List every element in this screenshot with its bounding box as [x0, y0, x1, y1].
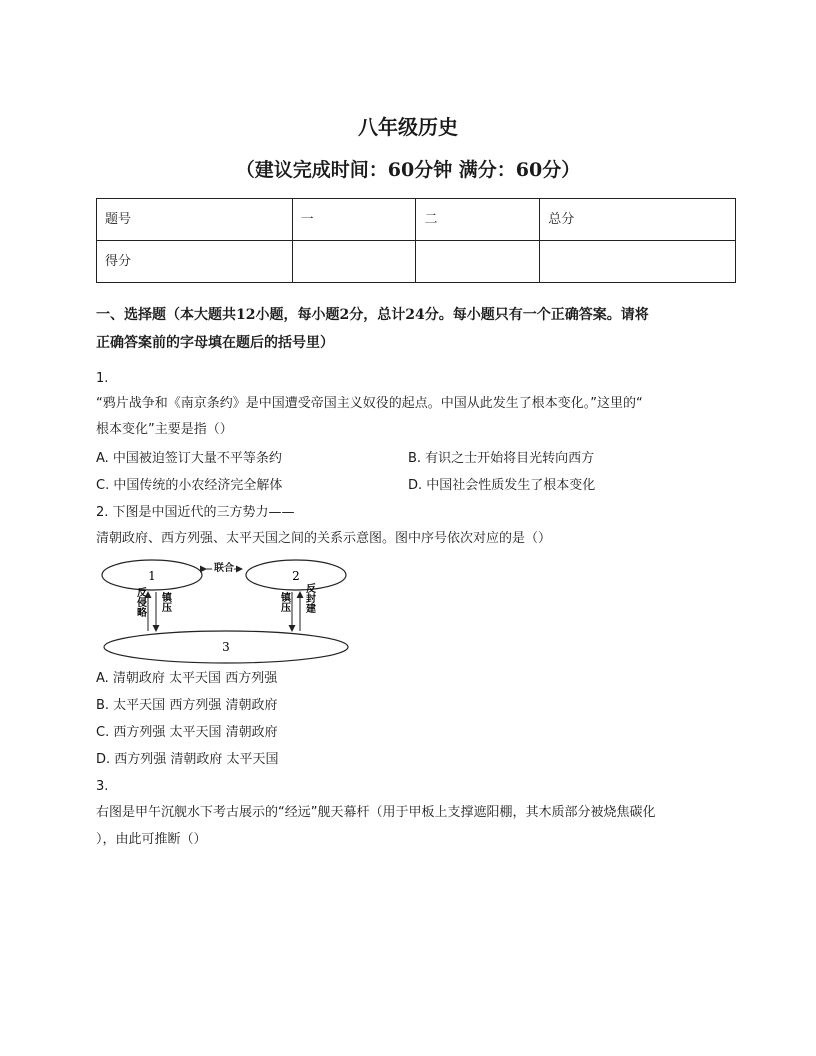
- question-1-stem: “鸦片战争和《南京条约》是中国遭受帝国主义奴役的起点。中国从此发生了根本变化。”这里的“: [96, 396, 643, 411]
- right-down-label: 镇压: [278, 592, 290, 612]
- question-1-option-b[interactable]: B. 有识之士开始将目光转向西方: [408, 451, 595, 466]
- section-heading-line: 一、选择题（本大题共12小题，每小题2分，总计24分。每小题只有一个正确答案。请将: [96, 307, 649, 323]
- question-3-stem: ），由此可推断（）: [96, 832, 207, 847]
- left-down-label: 镇压: [159, 592, 171, 612]
- table-cell: 二: [416, 199, 540, 241]
- question-1-option-c[interactable]: C. 中国传统的小农经济完全解体: [96, 478, 283, 493]
- table-row: [97, 241, 736, 283]
- score-table: [96, 198, 736, 283]
- score-input-cell[interactable]: [540, 241, 736, 283]
- question-2-stem: 2. 下图是中国近代的三方势力——: [96, 505, 295, 520]
- question-2-stem: 清朝政府、西方列强、太平天国之间的关系示意图。图中序号依次对应的是（）: [96, 531, 552, 546]
- question-2-option-d[interactable]: D. 西方列强 清朝政府 太平天国: [96, 752, 279, 767]
- link-top-label: 联合: [214, 563, 234, 574]
- table-cell: 得分: [97, 241, 293, 283]
- page-title: 八年级历史: [358, 115, 458, 139]
- page-subtitle: （建议完成时间：60分钟 满分：60分）: [235, 159, 581, 181]
- right-up-label: 反封建: [303, 583, 315, 613]
- score-input-cell[interactable]: [292, 241, 416, 283]
- table-cell: 题号: [97, 199, 293, 241]
- node-2-label: 2: [292, 569, 300, 583]
- question-1-stem: 根本变化”主要是指（）: [96, 422, 233, 437]
- question-3-stem: 右图是甲午沉舰水下考古展示的“经远”舰天幕杆（用于甲板上支撑遮阳棚，其木质部分被烧焦碳化: [96, 805, 656, 820]
- score-input-cell[interactable]: [416, 241, 540, 283]
- question-3-number: 3.: [96, 779, 109, 794]
- question-1-option-d[interactable]: D. 中国社会性质发生了根本变化: [408, 478, 596, 493]
- table-row: [97, 199, 736, 241]
- node-3-label: 3: [222, 640, 230, 654]
- question-2-option-c[interactable]: C. 西方列强 太平天国 清朝政府: [96, 725, 278, 740]
- table-cell: 一: [292, 199, 416, 241]
- question-2-option-a[interactable]: A. 清朝政府 太平天国 西方列强: [96, 671, 278, 686]
- section-heading-line: 正确答案前的字母填在题后的括号里）: [96, 335, 334, 351]
- table-cell: 总分: [540, 199, 736, 241]
- relationship-diagram: [96, 556, 356, 666]
- question-2-option-b[interactable]: B. 太平天国 西方列强 清朝政府: [96, 698, 278, 713]
- node-1-label: 1: [148, 569, 156, 583]
- left-up-label: 反侵略: [134, 587, 146, 617]
- question-1-option-a[interactable]: A. 中国被迫签订大量不平等条约: [96, 451, 282, 466]
- question-1-number: 1.: [96, 371, 109, 386]
- section-heading: [96, 301, 746, 357]
